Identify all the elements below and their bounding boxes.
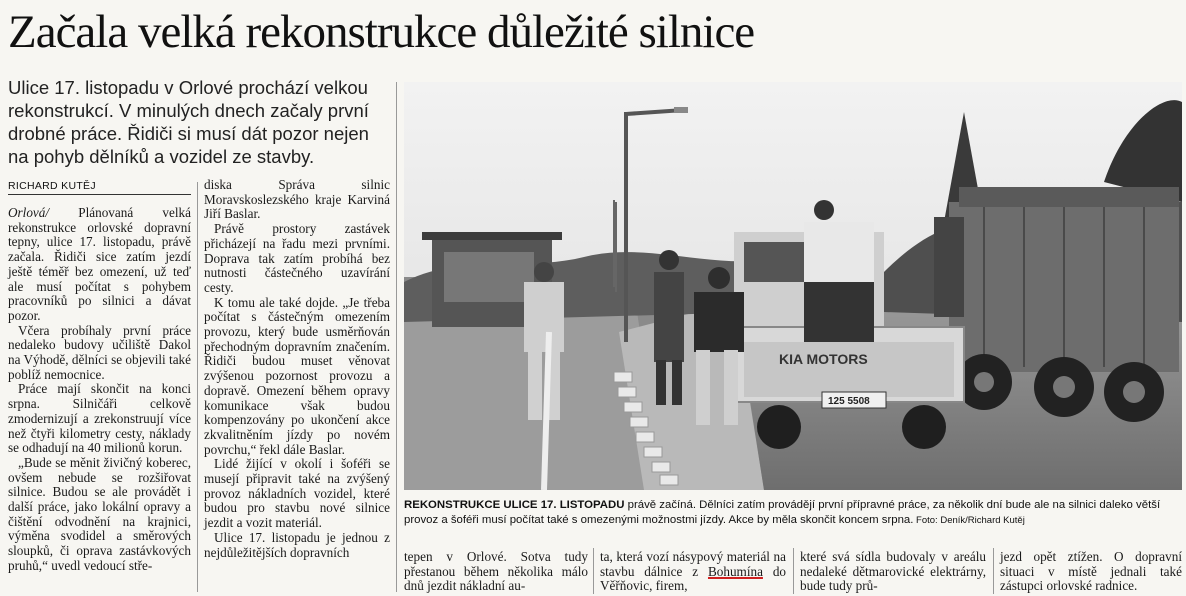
article-column-2 [204, 178, 390, 560]
paragraph-5: diska Správa silnic Moravskoslezského kraje Karviná Jiří Baslar. [204, 177, 390, 222]
caption-lead: REKONSTRUKCE ULICE 17. LISTOPADU [404, 499, 625, 511]
column-divider [593, 548, 594, 594]
truck-brand-text: KIA MOTORS [779, 351, 868, 367]
bottom-column-1: tepen v Orlové. Sotva tudy přestanou během několika málo dnů jezdit nákladní au- [404, 549, 588, 594]
paragraph-1: Orlová/ Plánovaná velká rekonstrukce orlovské dopravní tepny, ulice 17. listopadu, právě začala. Řidiči sice zatím jezdí ještě téměř bez omezení, už teď ale musí počítat s pohybem pracovníků po silnici a dávat pozor. [8, 205, 191, 323]
photo-illustration [404, 82, 1182, 490]
paragraph-7: K tomu ale také dojde. „Je třeba počítat s částečným omezením provozu, který bude usměrňován přechodným dopravním značením. Řidiči budou muset věnovat zvýšenou pozornost provozu a dopravě. Omezení během opravy komunikace však budou kompenzovány po ukončení akce zkvalitněním jízdy po novém povrchu,“ řekl dále Baslar. [204, 294, 390, 457]
news-photo [404, 82, 1182, 490]
dateline: Orlová/ [8, 205, 50, 220]
paragraph-2: Včera probíhaly první práce nedaleko budovy učiliště Dakol na Výhodě, dělníci se objevili také poblíž nemocnice. [8, 322, 191, 382]
lead-paragraph: Ulice 17. listopadu v Orlové prochází velkou rekonstrukcí. V minulých dnech začaly první drobné práce. Řidiči si musí dát pozor nejen na pohyb dělníků a vozidel ze stavby. [8, 77, 369, 167]
column-divider [993, 548, 994, 594]
headline: Začala velká rekonstrukce důležité silnice [8, 6, 755, 58]
bottom-column-3: které svá sídla budovaly v areálu nedaleké dětmarovické elektrárny, bude tudy prů- [800, 549, 986, 594]
photo-caption [404, 498, 1182, 528]
underlined-word: Bohumína [707, 563, 763, 579]
column-divider [197, 182, 198, 592]
bottom-column-2: ta, která vozí násypový materiál na stavbu dálnice z Bohumína do Věřňovic, firem, [600, 549, 786, 594]
column-divider [793, 548, 794, 594]
bottom-column-4: jezd opět ztížen. O dopravní situaci v místě jednali také zástupci orlovské radnice. [1000, 549, 1182, 594]
paragraph-3: Práce mají skončit na konci srpna. Silničáři celkově zmodernizují a zrekonstruují více než čtyři kilometry cesty, náklady se odhadují na 40 milionů korun. [8, 381, 191, 456]
paragraph-4: „Bude se měnit živičný koberec, ovšem nebude se rozšiřovat silnice. Budou se ale provádět i další práce, jako lokální opravy a čištění odvodnění na krajnici, výměna svodidel a směrových sloupků, či oprava zastávkových pruhů,“ uvedl vedoucí stře- [8, 454, 191, 573]
byline: RICHARD KUTĚJ [8, 180, 191, 195]
caption-text: právě začíná. Dělníci zatím provádějí první přípravné práce, za několik dní bude ale na silnici daleko větší provoz a šoféři musí počítat také s omezenými možnostmi jízdy. Akce by měla skončit koncem srpna. [404, 499, 1161, 526]
paragraph-9: Ulice 17. listopadu je jednou z nejdůležitějších dopravních [204, 529, 390, 560]
paragraph-6: Právě prostory zastávek přicházejí na řadu mezi prvními. Doprava tak zatím probíhá bez nutnosti částečného uzavírání cesty. [204, 221, 390, 295]
column-divider [396, 82, 397, 592]
paragraph-8: Lidé žijící v okolí i šoféři se musejí připravit také na zvýšený provoz nákladních vozidel, které budou pro stavbu nové silnice jezdit a vozit materiál. [204, 456, 390, 531]
photo-credit: Foto: Deník/Richard Kutěj [913, 515, 1025, 526]
license-plate-text: 125 5508 [828, 396, 870, 407]
article-column-1 [8, 206, 191, 574]
